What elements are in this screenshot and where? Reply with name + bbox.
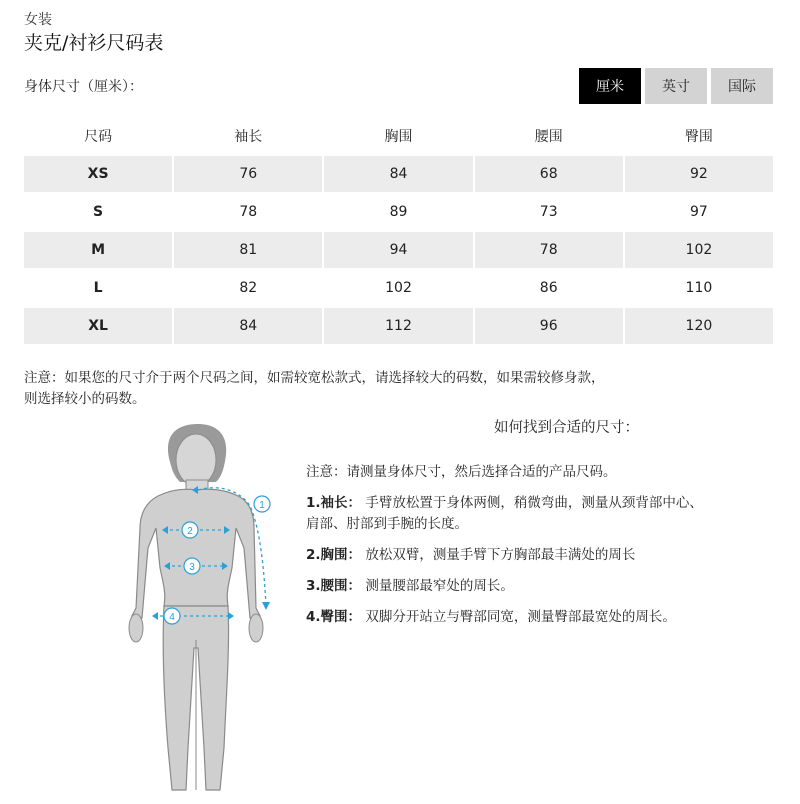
chest-cell: 102 <box>385 280 412 296</box>
hip-cell: 92 <box>625 156 773 192</box>
sleeve-cell: 78 <box>239 204 258 220</box>
instruction-waist <box>306 576 716 597</box>
instruction-text: 双脚分开站立与臀部同宽，测量臀部最宽处的周长。 <box>365 609 676 625</box>
hip-cell: 110 <box>685 280 713 296</box>
chest-cell: 94 <box>324 232 472 268</box>
size-cell: L <box>93 280 103 296</box>
waist-cell: 78 <box>475 232 623 268</box>
size-note-line-2: 则选择较小的码数。 <box>24 391 146 407</box>
chest-cell: 89 <box>389 204 408 220</box>
instruction-sleeve <box>306 493 716 535</box>
sleeve-cell: 82 <box>239 280 258 296</box>
measurement-figure <box>100 418 300 800</box>
unit-international-button[interactable]: 国际 <box>711 68 773 104</box>
waist-cell: 73 <box>539 204 558 220</box>
svg-text:4: 4 <box>169 612 175 623</box>
size-table <box>24 118 773 346</box>
instruction-text: 测量腰部最窄处的周长。 <box>365 578 514 594</box>
column-header-hip: 臀围 <box>684 129 713 145</box>
table-row <box>24 308 773 344</box>
instruction-label: 4.臀围： <box>306 609 362 625</box>
category-label: 女装 <box>24 12 52 28</box>
instruction-hip <box>306 607 716 628</box>
column-header-size: 尺码 <box>84 129 113 145</box>
size-cell: XS <box>24 156 172 192</box>
hip-cell: 97 <box>690 204 708 220</box>
hip-cell: 120 <box>625 308 773 344</box>
table-row <box>24 270 773 306</box>
svg-text:3: 3 <box>189 562 195 573</box>
sleeve-cell: 84 <box>174 308 322 344</box>
unit-inch-button[interactable]: 英寸 <box>645 68 707 104</box>
instruction-text: 放松双臂，测量手臂下方胸部最丰满处的周长 <box>365 547 636 563</box>
table-row <box>24 156 773 192</box>
unit-cm-button[interactable]: 厘米 <box>579 68 641 104</box>
instruction-chest <box>306 545 716 566</box>
size-note-line-1: 注意：如果您的尺寸介于两个尺码之间，如需较宽松款式，请选择较大的码数，如果需较修身款， <box>24 370 605 386</box>
instructions-intro: 注意：请测量身体尺寸，然后选择合适的产品尺码。 <box>306 464 617 480</box>
size-cell: XL <box>24 308 172 344</box>
size-cell: M <box>24 232 172 268</box>
instruction-label: 3.腰围： <box>306 578 362 594</box>
column-header-chest: 胸围 <box>384 129 413 145</box>
how-to-title: 如何找到合适的尺寸： <box>494 420 639 436</box>
waist-cell: 68 <box>475 156 623 192</box>
column-header-sleeve: 袖长 <box>234 129 263 145</box>
unit-label: 身体尺寸（厘米）： <box>24 79 143 95</box>
table-row <box>24 232 773 268</box>
column-header-waist: 腰围 <box>534 129 563 145</box>
sleeve-cell: 81 <box>174 232 322 268</box>
waist-cell: 86 <box>539 280 558 296</box>
instruction-label: 2.胸围： <box>306 547 362 563</box>
unit-switch <box>579 68 773 104</box>
table-row <box>24 194 773 230</box>
hip-cell: 102 <box>625 232 773 268</box>
table-header-row <box>24 118 773 154</box>
size-cell: S <box>93 204 104 220</box>
measurement-instructions <box>306 462 716 638</box>
svg-text:1: 1 <box>259 500 265 511</box>
size-note <box>24 368 714 410</box>
chest-cell: 112 <box>324 308 472 344</box>
svg-text:2: 2 <box>187 526 193 537</box>
sleeve-cell: 76 <box>174 156 322 192</box>
waist-cell: 96 <box>475 308 623 344</box>
instruction-label: 1.袖长： <box>306 495 362 511</box>
page-title: 夹克/衬衫尺码表 <box>24 32 164 54</box>
chest-cell: 84 <box>324 156 472 192</box>
instruction-text: 手臂放松置于身体两侧，稍微弯曲，测量从颈背部中心、肩部、肘部到手腕的长度。 <box>306 495 703 532</box>
body-figure-illustration <box>100 418 300 800</box>
